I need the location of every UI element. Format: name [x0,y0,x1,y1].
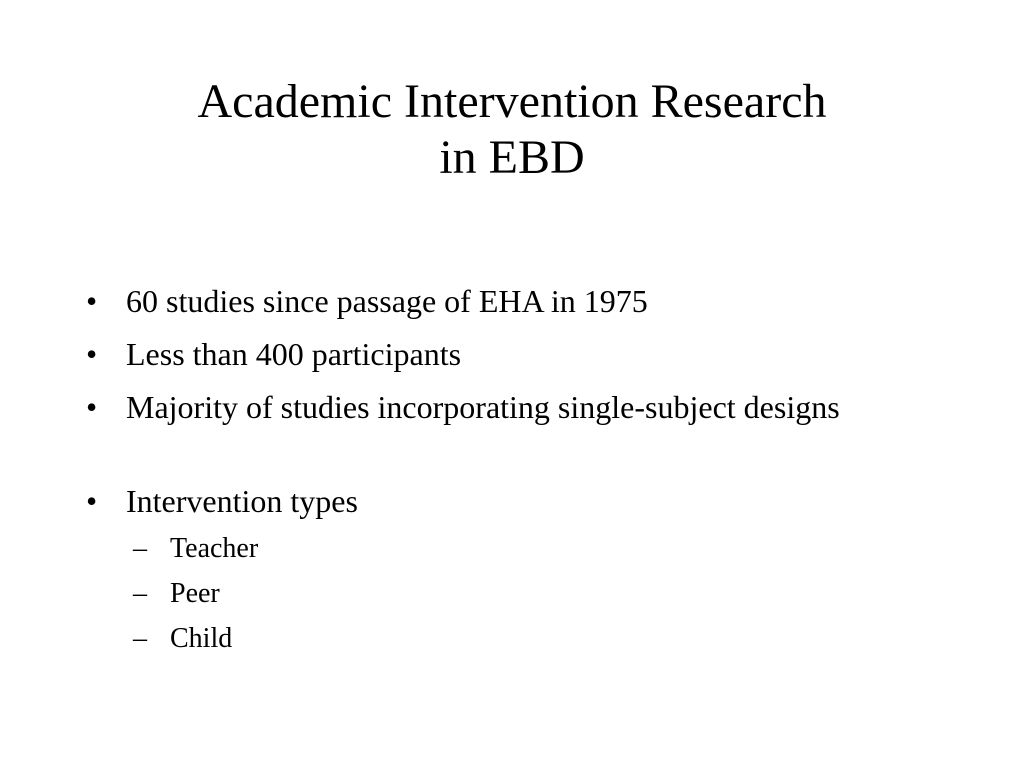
slide-title-line-1: Academic Intervention Research [197,75,827,128]
bullet-marker: • [86,483,98,519]
sub-bullet-item [133,622,913,656]
bullet-item [86,333,926,375]
bullet-item [86,280,926,322]
slide-title-line-2: in EBD [439,131,585,184]
bullet-marker: • [86,283,98,319]
sub-bullet-marker: – [133,533,147,564]
sub-bullet-text: Teacher [170,533,259,564]
sub-bullet-item [133,577,913,611]
bullet-marker: • [86,336,98,372]
bullet-text: 60 studies since passage of EHA in 1975 [126,283,648,319]
sub-bullet-text: Peer [170,578,220,609]
bullet-text: Less than 400 participants [126,336,462,372]
bullet-marker: • [86,389,98,425]
bullet-text: Majority of studies incorporating single-subject designs [126,389,840,425]
bullet-item [86,386,926,428]
sub-bullet-text: Child [170,623,233,654]
sub-bullet-marker: – [133,578,147,609]
bullet-item [86,480,926,522]
sub-bullet-item [133,532,913,566]
bullet-text: Intervention types [126,483,358,519]
sub-bullet-marker: – [133,623,147,654]
